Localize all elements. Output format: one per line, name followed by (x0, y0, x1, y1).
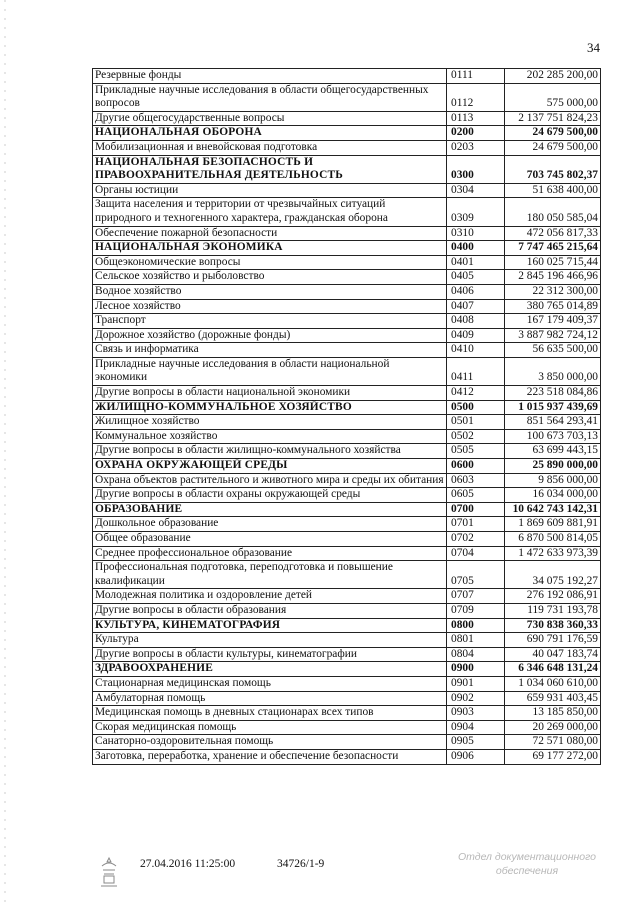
table-row (93, 386, 601, 401)
row-name-cell: НАЦИОНАЛЬНАЯ ЭКОНОМИКА (93, 241, 447, 256)
row-amount-cell: 472 056 817,33 (505, 226, 601, 241)
row-name-cell: Органы юстиции (93, 183, 447, 198)
table-row (93, 546, 601, 561)
row-name-cell: Медицинская помощь в дневных стационарах всех типов (93, 706, 447, 721)
row-name-cell: Культура (93, 633, 447, 648)
table-row (93, 749, 601, 764)
row-name-cell: Другие вопросы в области культуры, кинематографии (93, 647, 447, 662)
row-name-cell: Другие вопросы в области образования (93, 603, 447, 618)
row-amount-cell: 2 137 751 824,23 (505, 111, 601, 126)
row-amount-cell: 24 679 500,00 (505, 140, 601, 155)
row-name-cell: Прикладные научные исследования в области национальной экономики (93, 357, 447, 385)
row-amount-cell: 25 890 000,00 (505, 459, 601, 474)
row-code-cell: 0705 (447, 561, 505, 589)
row-name-cell: Профессиональная подготовка, переподготовка и повышение квалификации (93, 561, 447, 589)
row-code-cell: 0310 (447, 226, 505, 241)
table-row (93, 676, 601, 691)
row-name-cell: Водное хозяйство (93, 284, 447, 299)
row-name-cell: Обеспечение пожарной безопасности (93, 226, 447, 241)
row-code-cell: 0401 (447, 255, 505, 270)
row-code-cell: 0405 (447, 270, 505, 285)
row-amount-cell: 3 850 000,00 (505, 357, 601, 385)
row-name-cell: Коммунальное хозяйство (93, 429, 447, 444)
row-code-cell: 0408 (447, 314, 505, 329)
row-code-cell: 0406 (447, 284, 505, 299)
table-row (93, 69, 601, 84)
row-code-cell: 0411 (447, 357, 505, 385)
row-amount-cell: 703 745 802,37 (505, 155, 601, 183)
row-name-cell: Лесное хозяйство (93, 299, 447, 314)
table-row (93, 488, 601, 503)
row-amount-cell: 6 870 500 814,05 (505, 532, 601, 547)
table-row (93, 343, 601, 358)
row-name-cell: Связь и информатика (93, 343, 447, 358)
row-code-cell: 0709 (447, 603, 505, 618)
table-row (93, 415, 601, 430)
row-amount-cell: 730 838 360,33 (505, 618, 601, 633)
row-code-cell: 0701 (447, 517, 505, 532)
row-amount-cell: 223 518 084,86 (505, 386, 601, 401)
row-name-cell: Заготовка, переработка, хранение и обеспечение безопасности (93, 749, 447, 764)
row-amount-cell: 2 845 196 466,96 (505, 270, 601, 285)
row-code-cell: 0700 (447, 502, 505, 517)
row-amount-cell: 100 673 703,13 (505, 429, 601, 444)
row-amount-cell: 34 075 192,27 (505, 561, 601, 589)
row-name-cell: Защита населения и территории от чрезвычайных ситуаций природного и техногенного характера, гражданская оборона (93, 198, 447, 226)
row-name-cell: Среднее профессиональное образование (93, 546, 447, 561)
section-row (93, 241, 601, 256)
footer-datetime: 27.04.2016 11:25:00 (140, 858, 236, 870)
row-name-cell: Транспорт (93, 314, 447, 329)
budget-table-body (93, 69, 601, 765)
row-name-cell: ЗДРАВООХРАНЕНИЕ (93, 662, 447, 677)
row-amount-cell: 851 564 293,41 (505, 415, 601, 430)
row-amount-cell: 1 472 633 973,39 (505, 546, 601, 561)
row-amount-cell: 69 177 272,00 (505, 749, 601, 764)
row-code-cell: 0903 (447, 706, 505, 721)
row-amount-cell: 20 269 000,00 (505, 720, 601, 735)
row-amount-cell: 3 887 982 724,12 (505, 328, 601, 343)
row-name-cell: Другие вопросы в области жилищно-коммунального хозяйства (93, 444, 447, 459)
row-amount-cell: 10 642 743 142,31 (505, 502, 601, 517)
row-code-cell: 0300 (447, 155, 505, 183)
row-amount-cell: 575 000,00 (505, 83, 601, 111)
row-amount-cell: 51 638 400,00 (505, 183, 601, 198)
row-amount-cell: 40 047 183,74 (505, 647, 601, 662)
row-amount-cell: 690 791 176,59 (505, 633, 601, 648)
table-row (93, 111, 601, 126)
row-code-cell: 0904 (447, 720, 505, 735)
row-amount-cell: 9 856 000,00 (505, 473, 601, 488)
table-row (93, 647, 601, 662)
scan-margin-artifact (4, 0, 6, 905)
row-amount-cell: 63 699 443,15 (505, 444, 601, 459)
row-amount-cell: 1 869 609 881,91 (505, 517, 601, 532)
row-name-cell: Дорожное хозяйство (дорожные фонды) (93, 328, 447, 343)
emblem-icon (98, 856, 120, 888)
table-row (93, 517, 601, 532)
row-name-cell: Резервные фонды (93, 69, 447, 84)
table-row (93, 140, 601, 155)
row-amount-cell: 167 179 409,37 (505, 314, 601, 329)
table-row (93, 691, 601, 706)
row-code-cell: 0500 (447, 400, 505, 415)
row-code-cell: 0603 (447, 473, 505, 488)
row-name-cell: КУЛЬТУРА, КИНЕМАТОГРАФИЯ (93, 618, 447, 633)
table-row (93, 473, 601, 488)
row-code-cell: 0801 (447, 633, 505, 648)
row-amount-cell: 56 635 500,00 (505, 343, 601, 358)
row-name-cell: ОБРАЗОВАНИЕ (93, 502, 447, 517)
row-name-cell: Санаторно-оздоровительная помощь (93, 735, 447, 750)
row-code-cell: 0800 (447, 618, 505, 633)
table-row (93, 633, 601, 648)
table-row (93, 255, 601, 270)
row-amount-cell: 659 931 403,45 (505, 691, 601, 706)
section-row (93, 400, 601, 415)
row-code-cell: 0111 (447, 69, 505, 84)
row-code-cell: 0412 (447, 386, 505, 401)
row-amount-cell: 7 747 465 215,64 (505, 241, 601, 256)
row-amount-cell: 1 015 937 439,69 (505, 400, 601, 415)
section-row (93, 155, 601, 183)
row-code-cell: 0501 (447, 415, 505, 430)
row-name-cell: Общее образование (93, 532, 447, 547)
table-row (93, 357, 601, 385)
row-name-cell: ОХРАНА ОКРУЖАЮЩЕЙ СРЕДЫ (93, 459, 447, 474)
row-code-cell: 0112 (447, 83, 505, 111)
table-row (93, 270, 601, 285)
row-name-cell: Сельское хозяйство и рыболовство (93, 270, 447, 285)
table-row (93, 603, 601, 618)
row-code-cell: 0409 (447, 328, 505, 343)
table-row (93, 720, 601, 735)
table-row (93, 444, 601, 459)
row-name-cell: Скорая медицинская помощь (93, 720, 447, 735)
row-name-cell: Прикладные научные исследования в области общегосударственных вопросов (93, 83, 447, 111)
row-code-cell: 0905 (447, 735, 505, 750)
row-amount-cell: 119 731 193,78 (505, 603, 601, 618)
row-amount-cell: 202 285 200,00 (505, 69, 601, 84)
row-code-cell: 0309 (447, 198, 505, 226)
row-code-cell: 0410 (447, 343, 505, 358)
row-amount-cell: 160 025 715,44 (505, 255, 601, 270)
row-code-cell: 0400 (447, 241, 505, 256)
table-row (93, 532, 601, 547)
row-code-cell: 0906 (447, 749, 505, 764)
row-name-cell: Дошкольное образование (93, 517, 447, 532)
department-stamp (452, 850, 602, 884)
row-name-cell: Жилищное хозяйство (93, 415, 447, 430)
row-code-cell: 0502 (447, 429, 505, 444)
stamp-line-1: Отдел документационного (457, 851, 597, 863)
row-code-cell: 0600 (447, 459, 505, 474)
table-row (93, 561, 601, 589)
row-name-cell: Другие вопросы в области национальной экономики (93, 386, 447, 401)
row-code-cell: 0702 (447, 532, 505, 547)
table-row (93, 328, 601, 343)
stamp-line-2: обеспечения (495, 865, 559, 877)
row-code-cell: 0605 (447, 488, 505, 503)
row-name-cell: Другие общегосударственные вопросы (93, 111, 447, 126)
row-amount-cell: 72 571 080,00 (505, 735, 601, 750)
row-amount-cell: 16 034 000,00 (505, 488, 601, 503)
row-code-cell: 0707 (447, 589, 505, 604)
row-amount-cell: 13 185 850,00 (505, 706, 601, 721)
table-row (93, 183, 601, 198)
row-code-cell: 0704 (447, 546, 505, 561)
row-amount-cell: 24 679 500,00 (505, 126, 601, 141)
section-row (93, 618, 601, 633)
section-row (93, 662, 601, 677)
section-row (93, 126, 601, 141)
section-row (93, 459, 601, 474)
row-code-cell: 0900 (447, 662, 505, 677)
row-code-cell: 0804 (447, 647, 505, 662)
row-amount-cell: 6 346 648 131,24 (505, 662, 601, 677)
table-row (93, 83, 601, 111)
row-code-cell: 0901 (447, 676, 505, 691)
row-code-cell: 0113 (447, 111, 505, 126)
table-row (93, 706, 601, 721)
table-row (93, 299, 601, 314)
row-amount-cell: 22 312 300,00 (505, 284, 601, 299)
table-row (93, 735, 601, 750)
table-row (93, 589, 601, 604)
row-code-cell: 0200 (447, 126, 505, 141)
table-row (93, 226, 601, 241)
row-amount-cell: 380 765 014,89 (505, 299, 601, 314)
table-row (93, 429, 601, 444)
row-amount-cell: 180 050 585,04 (505, 198, 601, 226)
row-name-cell: Стационарная медицинская помощь (93, 676, 447, 691)
row-name-cell: Молодежная политика и оздоровление детей (93, 589, 447, 604)
row-name-cell: НАЦИОНАЛЬНАЯ БЕЗОПАСНОСТЬ И ПРАВООХРАНИТЕЛЬНАЯ ДЕЯТЕЛЬНОСТЬ (93, 155, 447, 183)
row-name-cell: Другие вопросы в области охраны окружающей среды (93, 488, 447, 503)
row-name-cell: Амбулаторная помощь (93, 691, 447, 706)
footer-doc-number: 34726/1-9 (277, 858, 325, 870)
row-name-cell: НАЦИОНАЛЬНАЯ ОБОРОНА (93, 126, 447, 141)
table-row (93, 314, 601, 329)
row-amount-cell: 276 192 086,91 (505, 589, 601, 604)
section-row (93, 502, 601, 517)
row-code-cell: 0304 (447, 183, 505, 198)
page-number: 34 (587, 40, 600, 55)
row-code-cell: 0902 (447, 691, 505, 706)
row-code-cell: 0203 (447, 140, 505, 155)
row-name-cell: ЖИЛИЩНО-КОММУНАЛЬНОЕ ХОЗЯЙСТВО (93, 400, 447, 415)
budget-table (92, 68, 601, 765)
row-code-cell: 0505 (447, 444, 505, 459)
table-row (93, 284, 601, 299)
row-amount-cell: 1 034 060 610,00 (505, 676, 601, 691)
row-name-cell: Мобилизационная и вневойсковая подготовка (93, 140, 447, 155)
row-code-cell: 0407 (447, 299, 505, 314)
row-name-cell: Охрана объектов растительного и животного мира и среды их обитания (93, 473, 447, 488)
row-name-cell: Общеэкономические вопросы (93, 255, 447, 270)
table-row (93, 198, 601, 226)
